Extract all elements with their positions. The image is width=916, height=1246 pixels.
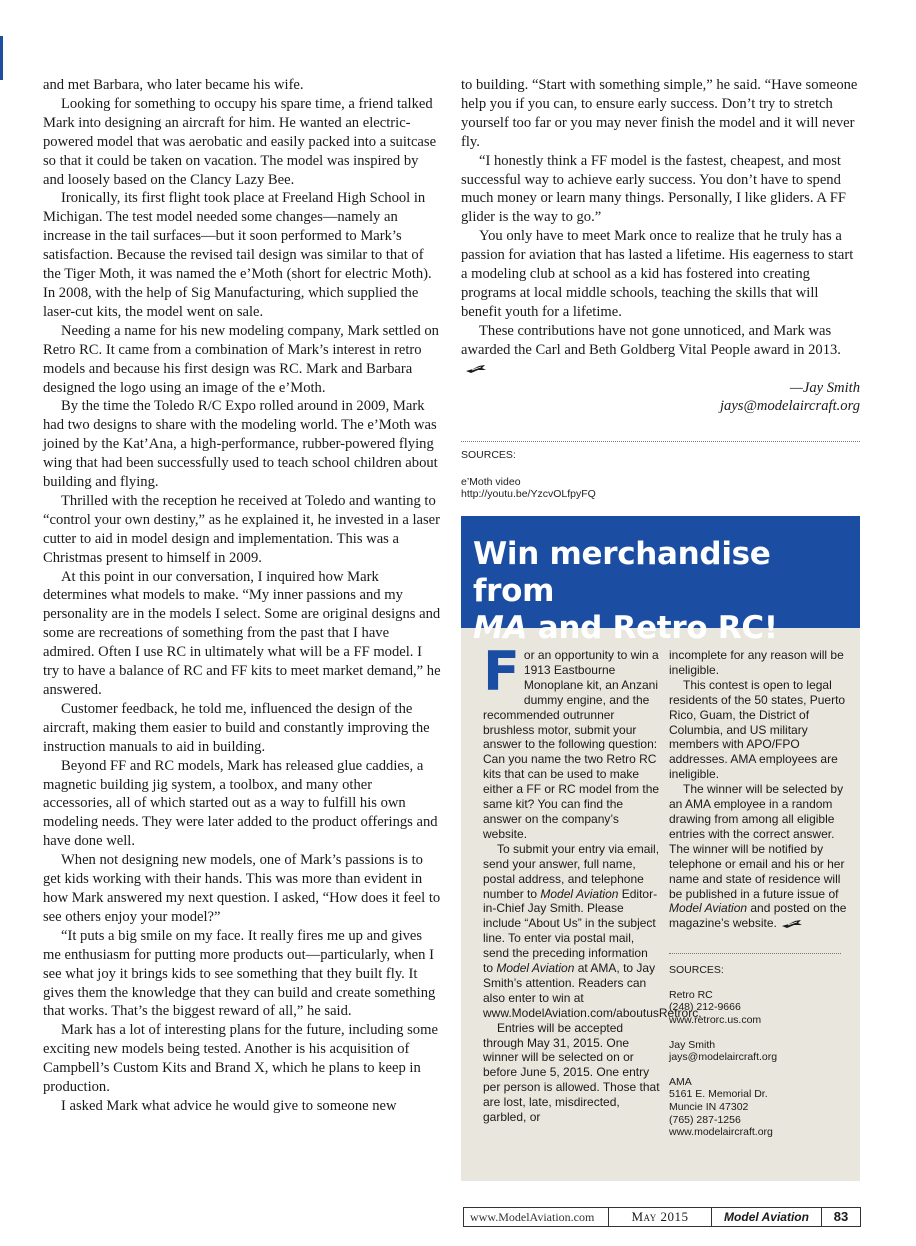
promo-text-italic: Model Aviation (669, 901, 748, 916)
promo-text-italic: Model Aviation (540, 886, 619, 901)
sources-heading: SOURCES: (461, 449, 516, 461)
promo-title-line1: Win merchandise from (473, 536, 771, 609)
article-paragraph: Mark has a lot of interesting plans for the future, including some exciting new models being tested. Another is his acquisition of Campbell’s Custom Kits and Brand X, which he plans to keep in production. (43, 1022, 438, 1096)
article-paragraph: “It puts a big smile on my face. It really fires me up and gives me enthusiasm for putting more products out—particularly, when I see what joy it brings kids to see something that they built fly. It gives them the knowledge that they can build and create something that works. That’s the biggest reward of all,” he said. (43, 927, 436, 1020)
source-ama-street: 5161 E. Memorial Dr. (669, 1088, 768, 1101)
page-edge-tab (0, 36, 3, 80)
source-link[interactable]: http://youtu.be/YzcvOLfpyFQ (461, 488, 596, 500)
footer-page-number: 83 (833, 1209, 849, 1224)
promo-paragraph (669, 782, 849, 931)
promo-text: The winner will be selected by an AMA employee in a random drawing from among all eligible entries with the correct answer. The winner will be notified by telephone or email and his or her name and state of residence will be published in a future issue of (669, 782, 845, 901)
source-title: e’Moth video (461, 475, 521, 488)
article-paragraph: Thrilled with the reception he received at Toledo and wanting to “control your own destiny,” as he explained it, he invested in a laser cutter to aid in model design and implementation. This was a Christmas present to himself in 2009. (43, 492, 441, 566)
promo-paragraph: incomplete for any reason will be ineligible. (669, 648, 844, 677)
promo-text: and posted on the magazine’s website. (669, 901, 847, 931)
source-ama-web[interactable]: www.modelaircraft.org (669, 1126, 773, 1139)
article-paragraph: and met Barbara, who later became his wife. (43, 77, 304, 93)
promo-text: To submit your entry via email, send your answer, full name, postal address, and telephone number to (483, 841, 660, 901)
article-paragraph: By the time the Toledo R/C Expo rolled around in 2009, Mark had two designs to share with the modeling world. The e’Moth was joined by the Kat’Ana, a high-performance, rubber-powered flying wing that had been successfully used to teach school children about building and flying. (43, 398, 438, 491)
promo-text: Editor-in-Chief Jay Smith. Please include “About Us” in the subject line. To enter via postal mail, send the preceding information to (483, 886, 658, 976)
airplane-end-mark-icon (781, 919, 803, 929)
sources-divider (461, 441, 860, 442)
author-name: —Jay Smith (789, 379, 860, 396)
source-retro-name: Retro RC (669, 988, 713, 1001)
promo-sources (669, 964, 849, 1139)
source-retro-phone: (248) 212-9666 (669, 1001, 741, 1014)
sources-block (461, 449, 860, 501)
promo-title-rest: and Retro RC! (527, 610, 778, 646)
footer-website[interactable]: www.ModelAviation.com (464, 1208, 609, 1226)
promo-title-line2 (473, 610, 848, 647)
article-paragraph: You only have to meet Mark once to realize that he truly has a passion for aviation that has lasted a lifetime. His eagerness to start a modeling club at school as a kid has fostered into creating programs at local middle schools, teaching the skills that will benefit youth for a lifetime. (461, 228, 854, 320)
article-column-right (461, 76, 860, 416)
final-paragraph-text: These contributions have not gone unnoticed, and Mark was awarded the Carl and Beth Goldberg Vital People award in 2013. (461, 322, 841, 358)
page-footer (463, 1207, 861, 1227)
source-ama-phone: (765) 287-1256 (669, 1113, 741, 1126)
dropcap: F (483, 640, 520, 703)
footer-issue-date: May 2015 (609, 1208, 712, 1226)
promo-paragraph: This contest is open to legal residents of the 50 states, Puerto Rico, Guam, the District of Columbia, and US military members with APO/FPO addresses. AMA employees are ineligible. (669, 677, 846, 782)
article-paragraph: I asked Mark what advice he would give to someone new (61, 1097, 397, 1114)
footer-magazine-name: Model Aviation (712, 1208, 822, 1226)
article-paragraph: “I honestly think a FF model is the fastest, cheapest, and most successful way to achieve early success. You don’t have to spend much money or learn many things. Personally, I like gliders. A FF glider is the way to go.” (461, 152, 846, 226)
airplane-end-mark-icon (465, 364, 487, 374)
article-paragraph: At this point in our conversation, I inquired how Mark determines what models to make. “My inner passions and my personality are in the models I select. Some are original designs and some are recreations of something from the past that I have admired. Often I use RC in ultimately what will be a FF model. I try to have a balance of RC and FF kits to meet market demand,” he answered. (43, 568, 441, 698)
source-ama-name: AMA (669, 1075, 692, 1088)
source-retro-web[interactable]: www.retrorc.us.com (669, 1014, 762, 1026)
promo-column-right (669, 648, 849, 1139)
promo-title (461, 516, 860, 646)
article-paragraph: When not designing new models, one of Mark’s passions is to get kids working with their hands. This was more than evident in how Mark answered my next question. I asked, “How does it feel to see others enjoy your model?” (43, 852, 441, 925)
article-paragraph: Customer feedback, he told me, influenced the design of the aircraft, making them easier to build and constantly improving the instruction manuals to aid in building. (43, 700, 430, 755)
promo-title-ma: MA (473, 610, 528, 646)
article-column-left (43, 76, 441, 1116)
source-ama-city: Muncie IN 47302 (669, 1100, 749, 1113)
article-paragraph: Ironically, its first flight took place at Freeland High School in Michigan. The test model needed some changes—namely an increase in the tail surfaces—but it soon performed to Mark’s satisfaction. Because the revised tail design was similar to that of the Tiger Moth, it was named the e’Moth (short for electric Moth). In 2008, with the help of Sig Manufacturing, which supplied the laser-cut kits, the model went on sale. (43, 190, 432, 320)
contest-promo-box (461, 516, 860, 1181)
promo-sources-heading: SOURCES: (669, 964, 724, 977)
article-paragraph: to building. “Start with something simple,” he said. “Have someone help you if you can, to ensure early success. Don’t try to stretch yourself too far or you may never finish the model and it will never fly. (461, 77, 858, 150)
article-paragraph: Looking for something to occupy his spare time, a friend talked Mark into designing an aircraft for him. He wanted an electric-powered model that was aerobatic and easily packed into a suitcase so that it could be taken on vacation. The model was inspired by and loosely based on the Clancy Lazy Bee. (43, 95, 437, 188)
promo-text: at AMA, to Jay Smith’s attention. Readers can also enter to win at www.ModelAviation.com/aboutusRetrorc. (483, 961, 702, 1020)
author-email: jays@modelaircraft.org (719, 398, 860, 415)
promo-text-italic: Model Aviation (496, 961, 575, 976)
promo-sources-divider (669, 953, 841, 954)
source-jay-email[interactable]: jays@modelaircraft.org (669, 1051, 778, 1064)
promo-paragraph: Entries will be accepted through May 31, 2015. One winner will be selected on or before June 5, 2015. One entry per person is allowed. Those that are lost, late, misdirected, garbled, or (483, 1020, 660, 1125)
article-paragraph-final (461, 322, 860, 379)
promo-intro-text: or an opportunity to win a 1913 Eastbourne Monoplane kit, an Anzani dummy engine, and the recommended outrunner brushless motor, submit your answer to the following question: Can you name the two Retro RC kits that can be used to make either a FF or RC model from the same kit? You can find the answer on the company’s website. (483, 648, 660, 841)
source-jay-name: Jay Smith (669, 1038, 716, 1051)
article-paragraph: Needing a name for his new modeling company, Mark settled on Retro RC. It came from a combination of Mark’s interest in retro models and because his first design was RC. Mark and Barbara designed the logo using an image of the e’Moth. (43, 322, 439, 396)
article-paragraph: Beyond FF and RC models, Mark has released glue caddies, a magnetic building jig system, a toolbox, and many other accessories, all of which started out as a way to fulfill his own modeling needs. They were later added to the product offerings and have done well. (43, 757, 438, 850)
promo-paragraph (483, 640, 661, 842)
